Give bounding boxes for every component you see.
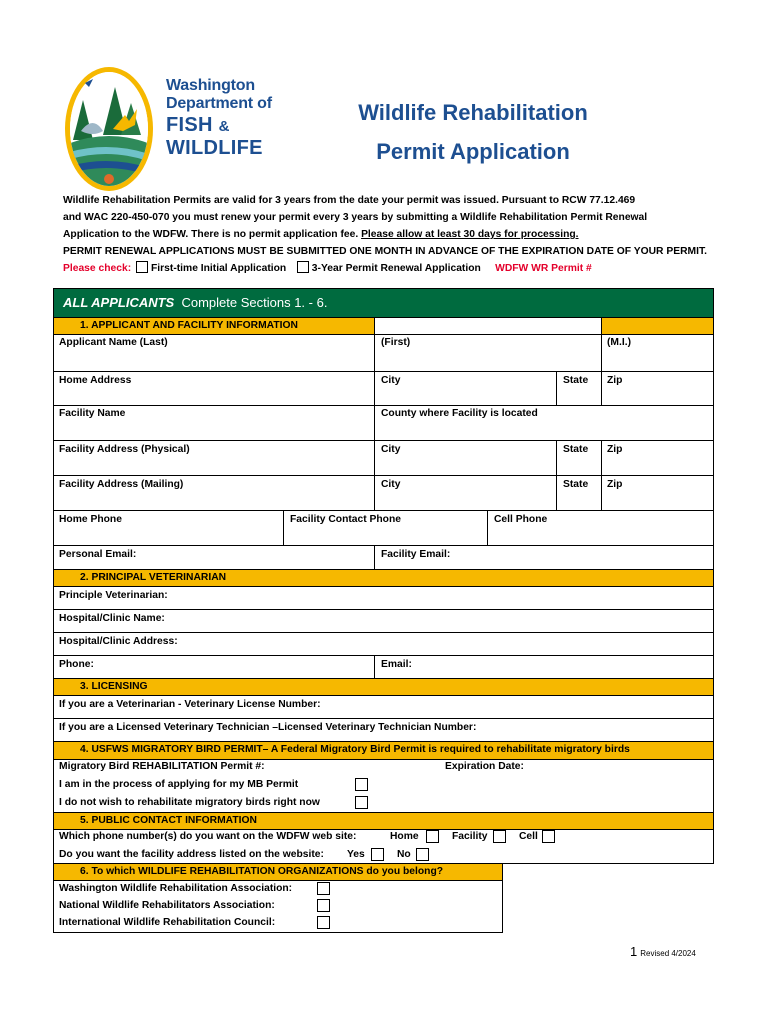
section-6-heading: 6. To which WILDLIFE REHABILITATION ORGANIZATIONS do you belong? [80,866,444,877]
tech-license-row[interactable] [53,719,714,742]
public-no-checkbox[interactable] [416,848,429,861]
intro-line-2: and WAC 220-450-070 you must renew your permit every 3 years by submitting a Wildlife Rehabilitation Permit Renewal [63,212,648,223]
mb-applying-checkbox[interactable] [355,778,368,791]
mailing-state-label: State [563,479,589,490]
mailing-city-label: City [381,479,401,490]
home-zip-label: Zip [607,375,623,386]
hospital-name-row[interactable] [53,610,714,633]
public-facility-label: Facility [452,831,488,842]
page-footer [630,944,696,959]
agency-line-3: FISH [166,114,213,136]
home-phone-label: Home Phone [59,514,122,525]
all-applicants-banner [53,288,714,318]
physical-state-label: State [563,444,589,455]
public-no-label: No [397,849,411,860]
org-1-row [53,881,503,898]
agency-name [166,78,272,158]
intro-text [63,192,743,277]
title-line-2: Permit Application [376,139,570,164]
hospital-address-label: Hospital/Clinic Address: [59,636,178,647]
section-4-heading: 4. USFWS MIGRATORY BIRD PERMIT– A Federal Migratory Bird Permit is required to rehabilitate migratory birds [80,744,630,755]
agency-line-1: Washington [166,77,255,94]
section-2-heading-row [53,570,714,587]
initial-application-checkbox[interactable] [136,261,148,273]
org-1-label: Washington Wildlife Rehabilitation Association: [59,883,293,894]
county-label: County where Facility is located [381,408,538,419]
revision-date: Revised 4/2024 [640,949,696,958]
vet-license-label: If you are a Veterinarian - Veterinary License Number: [59,699,321,710]
renewal-warning: PERMIT RENEWAL APPLICATIONS MUST BE SUBMITTED ONE MONTH IN ADVANCE OF THE EXPIRATION DATE OF YOUR PERMIT. [63,246,707,257]
mailing-zip-label: Zip [607,479,623,490]
org-1-checkbox[interactable] [317,882,330,895]
org-2-label: National Wildlife Rehabilitators Association: [59,900,275,911]
facility-mailing-label: Facility Address (Mailing) [59,479,184,490]
home-address-row[interactable] [53,372,714,406]
section-1-heading: 1. APPLICANT AND FACILITY INFORMATION [80,320,298,331]
permit-number-label: WDFW WR Permit # [495,263,592,274]
veterinarian-row[interactable] [53,587,714,610]
vet-license-row[interactable] [53,696,714,719]
public-address-row [53,847,714,864]
initial-application-label: First-time Initial Application [151,263,287,274]
cell-phone-label: Cell Phone [494,514,548,525]
home-state-label: State [563,375,589,386]
public-phone-question: Which phone number(s) do you want on the WDFW web site: [59,831,357,842]
public-yes-label: Yes [347,849,365,860]
vet-contact-row[interactable] [53,656,714,679]
agency-ampersand: & [218,118,230,135]
application-form [53,288,714,933]
intro-line-1: Wildlife Rehabilitation Permits are valid for 3 years from the date your permit was issued. Pursuant to RCW 77.12.469 [63,195,636,206]
facility-email-label: Facility Email: [381,549,451,560]
wdfw-logo [63,65,155,193]
please-check-label: Please check: [63,263,132,274]
vet-phone-label: Phone: [59,659,94,670]
section-5-heading-row [53,813,714,830]
public-home-checkbox[interactable] [426,830,439,843]
processing-note: Please allow at least 30 days for processing. [361,229,579,240]
facility-physical-label: Facility Address (Physical) [59,444,190,455]
public-phone-row [53,830,714,847]
org-2-checkbox[interactable] [317,899,330,912]
section-4-heading-row [53,742,714,760]
personal-email-label: Personal Email: [59,549,137,560]
org-2-row [53,898,503,915]
public-cell-checkbox[interactable] [542,830,555,843]
public-address-question: Do you want the facility address listed on the website: [59,849,324,860]
hospital-address-row[interactable] [53,633,714,656]
tech-license-label: If you are a Licensed Veterinary Technician –Licensed Veterinary Technician Number: [59,722,477,733]
mb-not-wish-checkbox[interactable] [355,796,368,809]
public-yes-checkbox[interactable] [371,848,384,861]
section-5-heading: 5. PUBLIC CONTACT INFORMATION [80,815,257,826]
facility-mailing-row[interactable] [53,476,714,511]
phone-row[interactable] [53,511,714,546]
applicant-name-row[interactable] [53,335,714,372]
agency-line-2: Department of [166,95,272,112]
first-name-label: (First) [381,337,411,348]
title-line-1: Wildlife Rehabilitation [358,100,588,125]
physical-zip-label: Zip [607,444,623,455]
section-3-heading-row [53,679,714,696]
renewal-application-label: 3-Year Permit Renewal Application [311,263,481,274]
org-3-checkbox[interactable] [317,916,330,929]
public-cell-label: Cell [519,831,538,842]
public-home-label: Home [390,831,419,842]
renewal-application-checkbox[interactable] [297,261,309,273]
vet-email-label: Email: [381,659,412,670]
facility-name-row[interactable] [53,406,714,441]
hospital-name-label: Hospital/Clinic Name: [59,613,165,624]
home-address-label: Home Address [59,375,132,386]
veterinarian-label: Principle Veterinarian: [59,590,168,601]
intro-line-3: Application to the WDFW. There is no permit application fee. [63,229,362,240]
public-facility-checkbox[interactable] [493,830,506,843]
mb-permit-label: Migratory Bird REHABILITATION Permit #: [59,761,265,772]
section-6-heading-row [53,864,503,881]
section-1-heading-row [53,318,714,335]
middle-initial-label: (M.I.) [607,337,632,348]
org-3-label: International Wildlife Rehabilitation Council: [59,917,276,928]
all-applicants-instructions: Complete Sections 1. - 6. [181,295,328,310]
mb-not-wish-label: I do not wish to rehabilitate migratory birds right now [59,797,320,808]
expiration-date-label: Expiration Date: [445,761,524,772]
mb-applying-label: I am in the process of applying for my MB Permit [59,779,299,790]
page-title [328,93,618,171]
email-row[interactable] [53,546,714,570]
last-name-label: Applicant Name (Last) [59,337,168,348]
facility-phone-label: Facility Contact Phone [290,514,401,525]
physical-city-label: City [381,444,401,455]
mb-applying-row [53,777,714,795]
facility-physical-row[interactable] [53,441,714,476]
all-applicants-label: ALL APPLICANTS [63,295,175,310]
agency-line-4: WILDLIFE [166,137,263,159]
facility-name-label: Facility Name [59,408,126,419]
page-number: 1 [630,944,638,959]
section-3-heading: 3. LICENSING [80,681,148,692]
org-3-row [53,915,503,933]
section-2-heading: 2. PRINCIPAL VETERINARIAN [80,572,227,583]
home-city-label: City [381,375,401,386]
mb-not-wish-row [53,795,714,813]
mb-permit-row[interactable] [53,760,714,777]
